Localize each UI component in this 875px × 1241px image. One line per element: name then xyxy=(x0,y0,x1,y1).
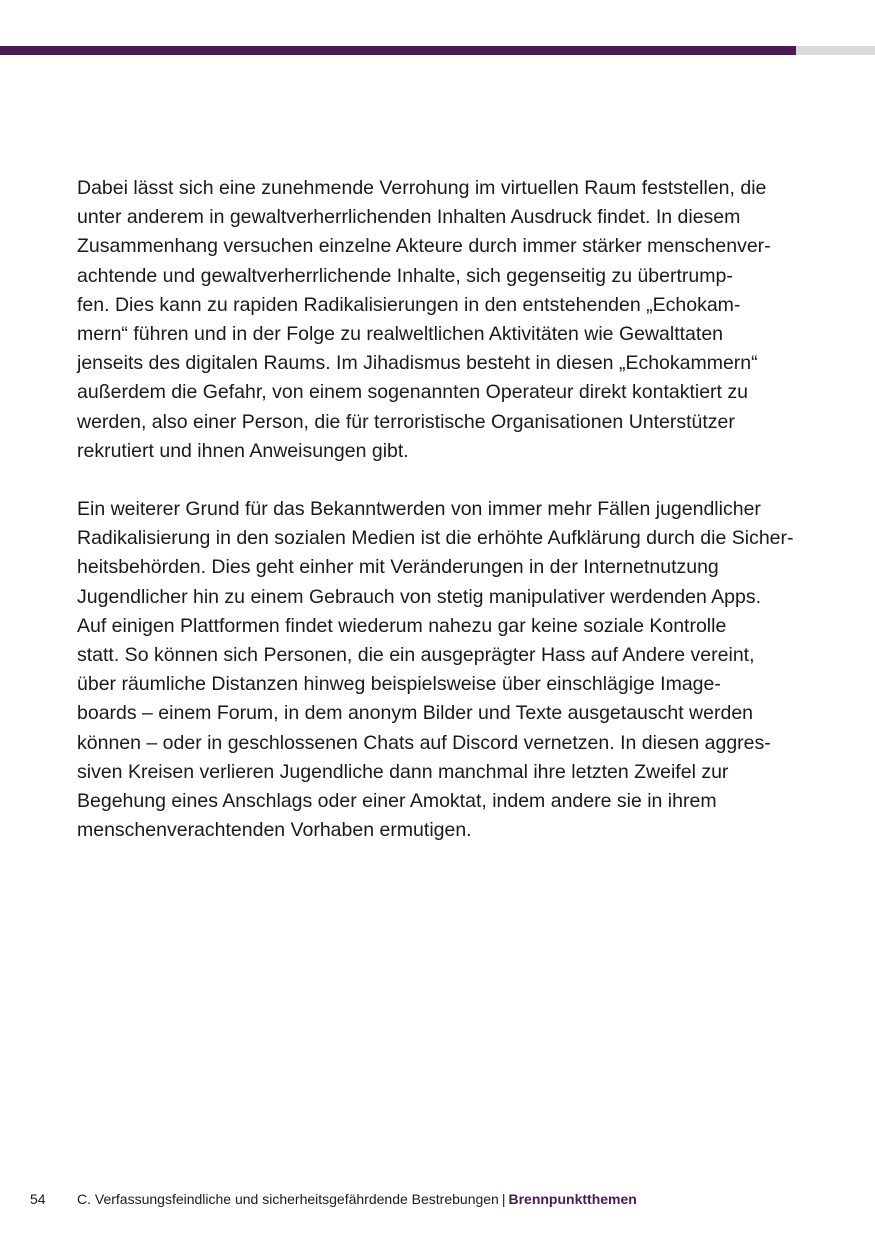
text-line: über räumliche Distanzen hinweg beispielsweise über einschlägige Image- xyxy=(77,673,721,696)
text-line: können – oder in geschlossenen Chats auf Discord vernetzen. In diesen aggres- xyxy=(77,731,771,754)
running-footer xyxy=(77,1191,637,1207)
text-line: mern“ führen und in der Folge zu realweltlichen Aktivitäten wie Gewalttaten xyxy=(77,323,724,346)
text-line: Jugendlicher hin zu einem Gebrauch von stetig manipulativer werdenden Apps. xyxy=(77,585,761,608)
text-line: Ein weiterer Grund für das Bekanntwerden von immer mehr Fällen jugendlicher xyxy=(77,498,761,521)
section-title: Brennpunktthemen xyxy=(508,1191,637,1207)
text-line: Dabei lässt sich eine zunehmende Verrohung im virtuellen Raum feststellen, die xyxy=(77,177,767,199)
text-line: boards – einem Forum, in dem anonym Bilder und Texte ausgetauscht werden xyxy=(77,702,754,725)
header-accent-bar xyxy=(0,46,796,55)
paragraph xyxy=(77,495,799,845)
text-line: Zusammenhang versuchen einzelne Akteure durch immer stärker menschenver- xyxy=(77,235,771,258)
text-line: Auf einigen Plattformen findet wiederum nahezu gar keine soziale Kontrolle xyxy=(77,614,727,637)
text-line: statt. So können sich Personen, die ein ausgeprägter Hass auf Andere vereint, xyxy=(77,644,755,667)
page-number: 54 xyxy=(30,1191,46,1207)
footer-separator: | xyxy=(501,1191,506,1207)
header-gray-bar xyxy=(796,46,875,55)
text-line: Begehung eines Anschlags oder einer Amoktat, indem andere sie in ihrem xyxy=(77,790,717,813)
text-line: außerdem die Gefahr, von einem sogenannten Operateur direkt kontaktiert zu xyxy=(77,381,748,404)
text-line: Radikalisierung in den sozialen Medien ist die erhöhte Aufklärung durch die Sicher- xyxy=(77,527,794,550)
page-footer xyxy=(0,1189,875,1211)
text-line: menschenverachtenden Vorhaben ermutigen. xyxy=(77,819,472,842)
text-line: rekrutiert und ihnen Anweisungen gibt. xyxy=(77,439,409,462)
text-line: heitsbehörden. Dies geht einher mit Veränderungen in der Internetnutzung xyxy=(77,556,719,579)
paragraph xyxy=(77,174,799,466)
chapter-title: C. Verfassungsfeindliche und sicherheitsgefährdende Bestrebungen xyxy=(77,1191,499,1207)
text-line: unter anderem in gewaltverherrlichenden Inhalten Ausdruck findet. In diesem xyxy=(77,206,741,229)
text-line: jenseits des digitalen Raums. Im Jihadismus besteht in diesen „Echokammern“ xyxy=(77,352,758,375)
text-line: werden, also einer Person, die für terroristische Organisationen Unterstützer xyxy=(77,410,735,433)
text-line: achtende und gewaltverherrlichende Inhalte, sich gegenseitig zu übertrump- xyxy=(77,264,733,287)
text-line: siven Kreisen verlieren Jugendliche dann manchmal ihre letzten Zweifel zur xyxy=(77,760,729,783)
body-text xyxy=(77,174,799,845)
text-line: fen. Dies kann zu rapiden Radikalisierungen in den entstehenden „Echokam- xyxy=(77,293,741,316)
